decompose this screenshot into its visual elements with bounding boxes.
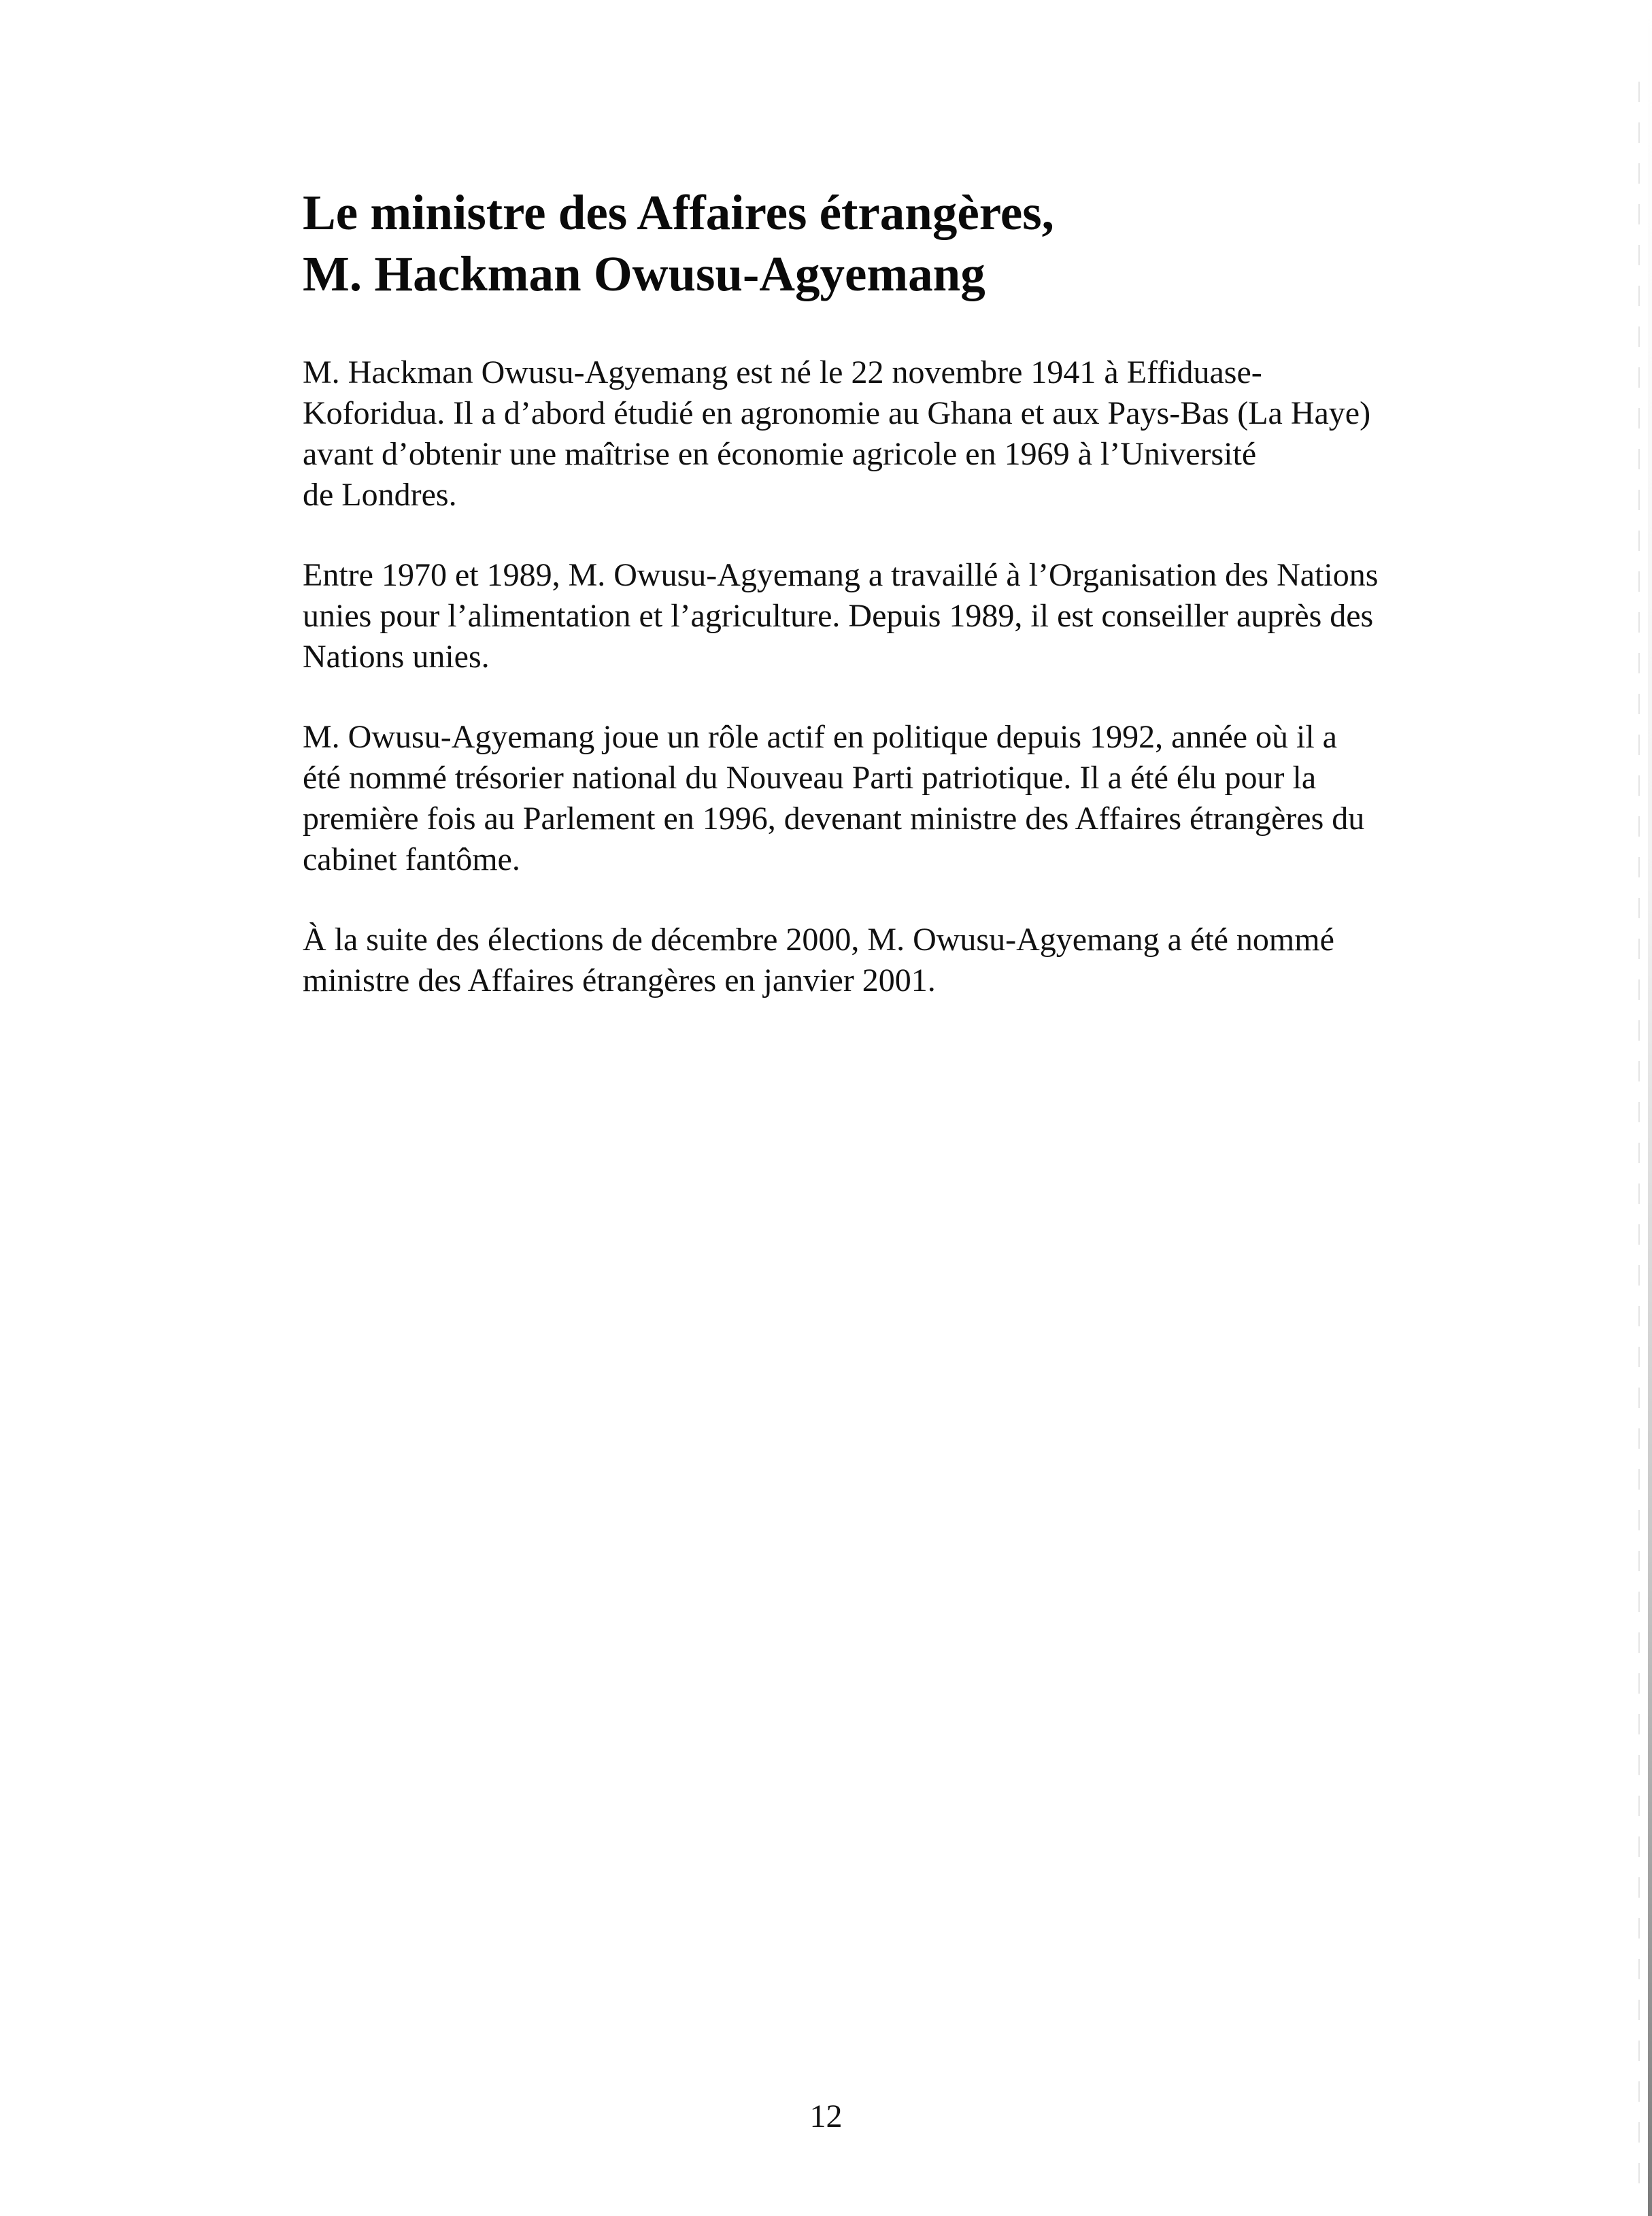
text-line: première fois au Parlement en 1996, devenant ministre des Affaires étrangères du: [303, 801, 1365, 837]
text-line: avant d’obtenir une maîtrise en économie agricole en 1969 à l’Université: [303, 436, 1257, 472]
title-line: M. Hackman Owusu-Agyemang: [303, 246, 985, 301]
text-line: Entre 1970 et 1989, M. Owusu-Agyemang a travaillé à l’Organisation des Nations: [303, 557, 1379, 593]
scan-edge-shadow: [1648, 0, 1652, 2216]
text-line: unies pour l’alimentation et l’agriculture. Depuis 1989, il est conseiller auprès des: [303, 598, 1374, 634]
paragraph-biography: [303, 352, 1445, 516]
page-title: [303, 182, 1445, 305]
text-line: À la suite des élections de décembre 2000, M. Owusu-Agyemang a été nommé: [303, 922, 1334, 958]
text-line: Koforidua. Il a d’abord étudié en agronomie au Ghana et aux Pays-Bas (La Haye): [303, 395, 1371, 431]
text-line: de Londres.: [303, 477, 457, 513]
page-content: [303, 182, 1445, 1041]
text-line: été nommé trésorier national du Nouveau Parti patriotique. Il a été élu pour la: [303, 760, 1317, 796]
scan-edge-artifact: [1638, 82, 1640, 2190]
text-line: M. Owusu-Agyemang joue un rôle actif en politique depuis 1992, année où il a: [303, 719, 1337, 755]
text-line: Nations unies.: [303, 639, 490, 675]
text-line: cabinet fantôme.: [303, 841, 520, 877]
title-line: Le ministre des Affaires étrangères,: [303, 185, 1054, 240]
paragraph-politics: [303, 717, 1445, 880]
text-line: M. Hackman Owusu-Agyemang est né le 22 novembre 1941 à Effiduase-: [303, 354, 1262, 390]
text-line: ministre des Affaires étrangères en janvier 2001.: [303, 962, 936, 998]
paragraph-career: [303, 555, 1445, 677]
paragraph-appointment: [303, 920, 1445, 1001]
page-number: 12: [809, 2098, 843, 2134]
body-text: [303, 352, 1445, 1001]
